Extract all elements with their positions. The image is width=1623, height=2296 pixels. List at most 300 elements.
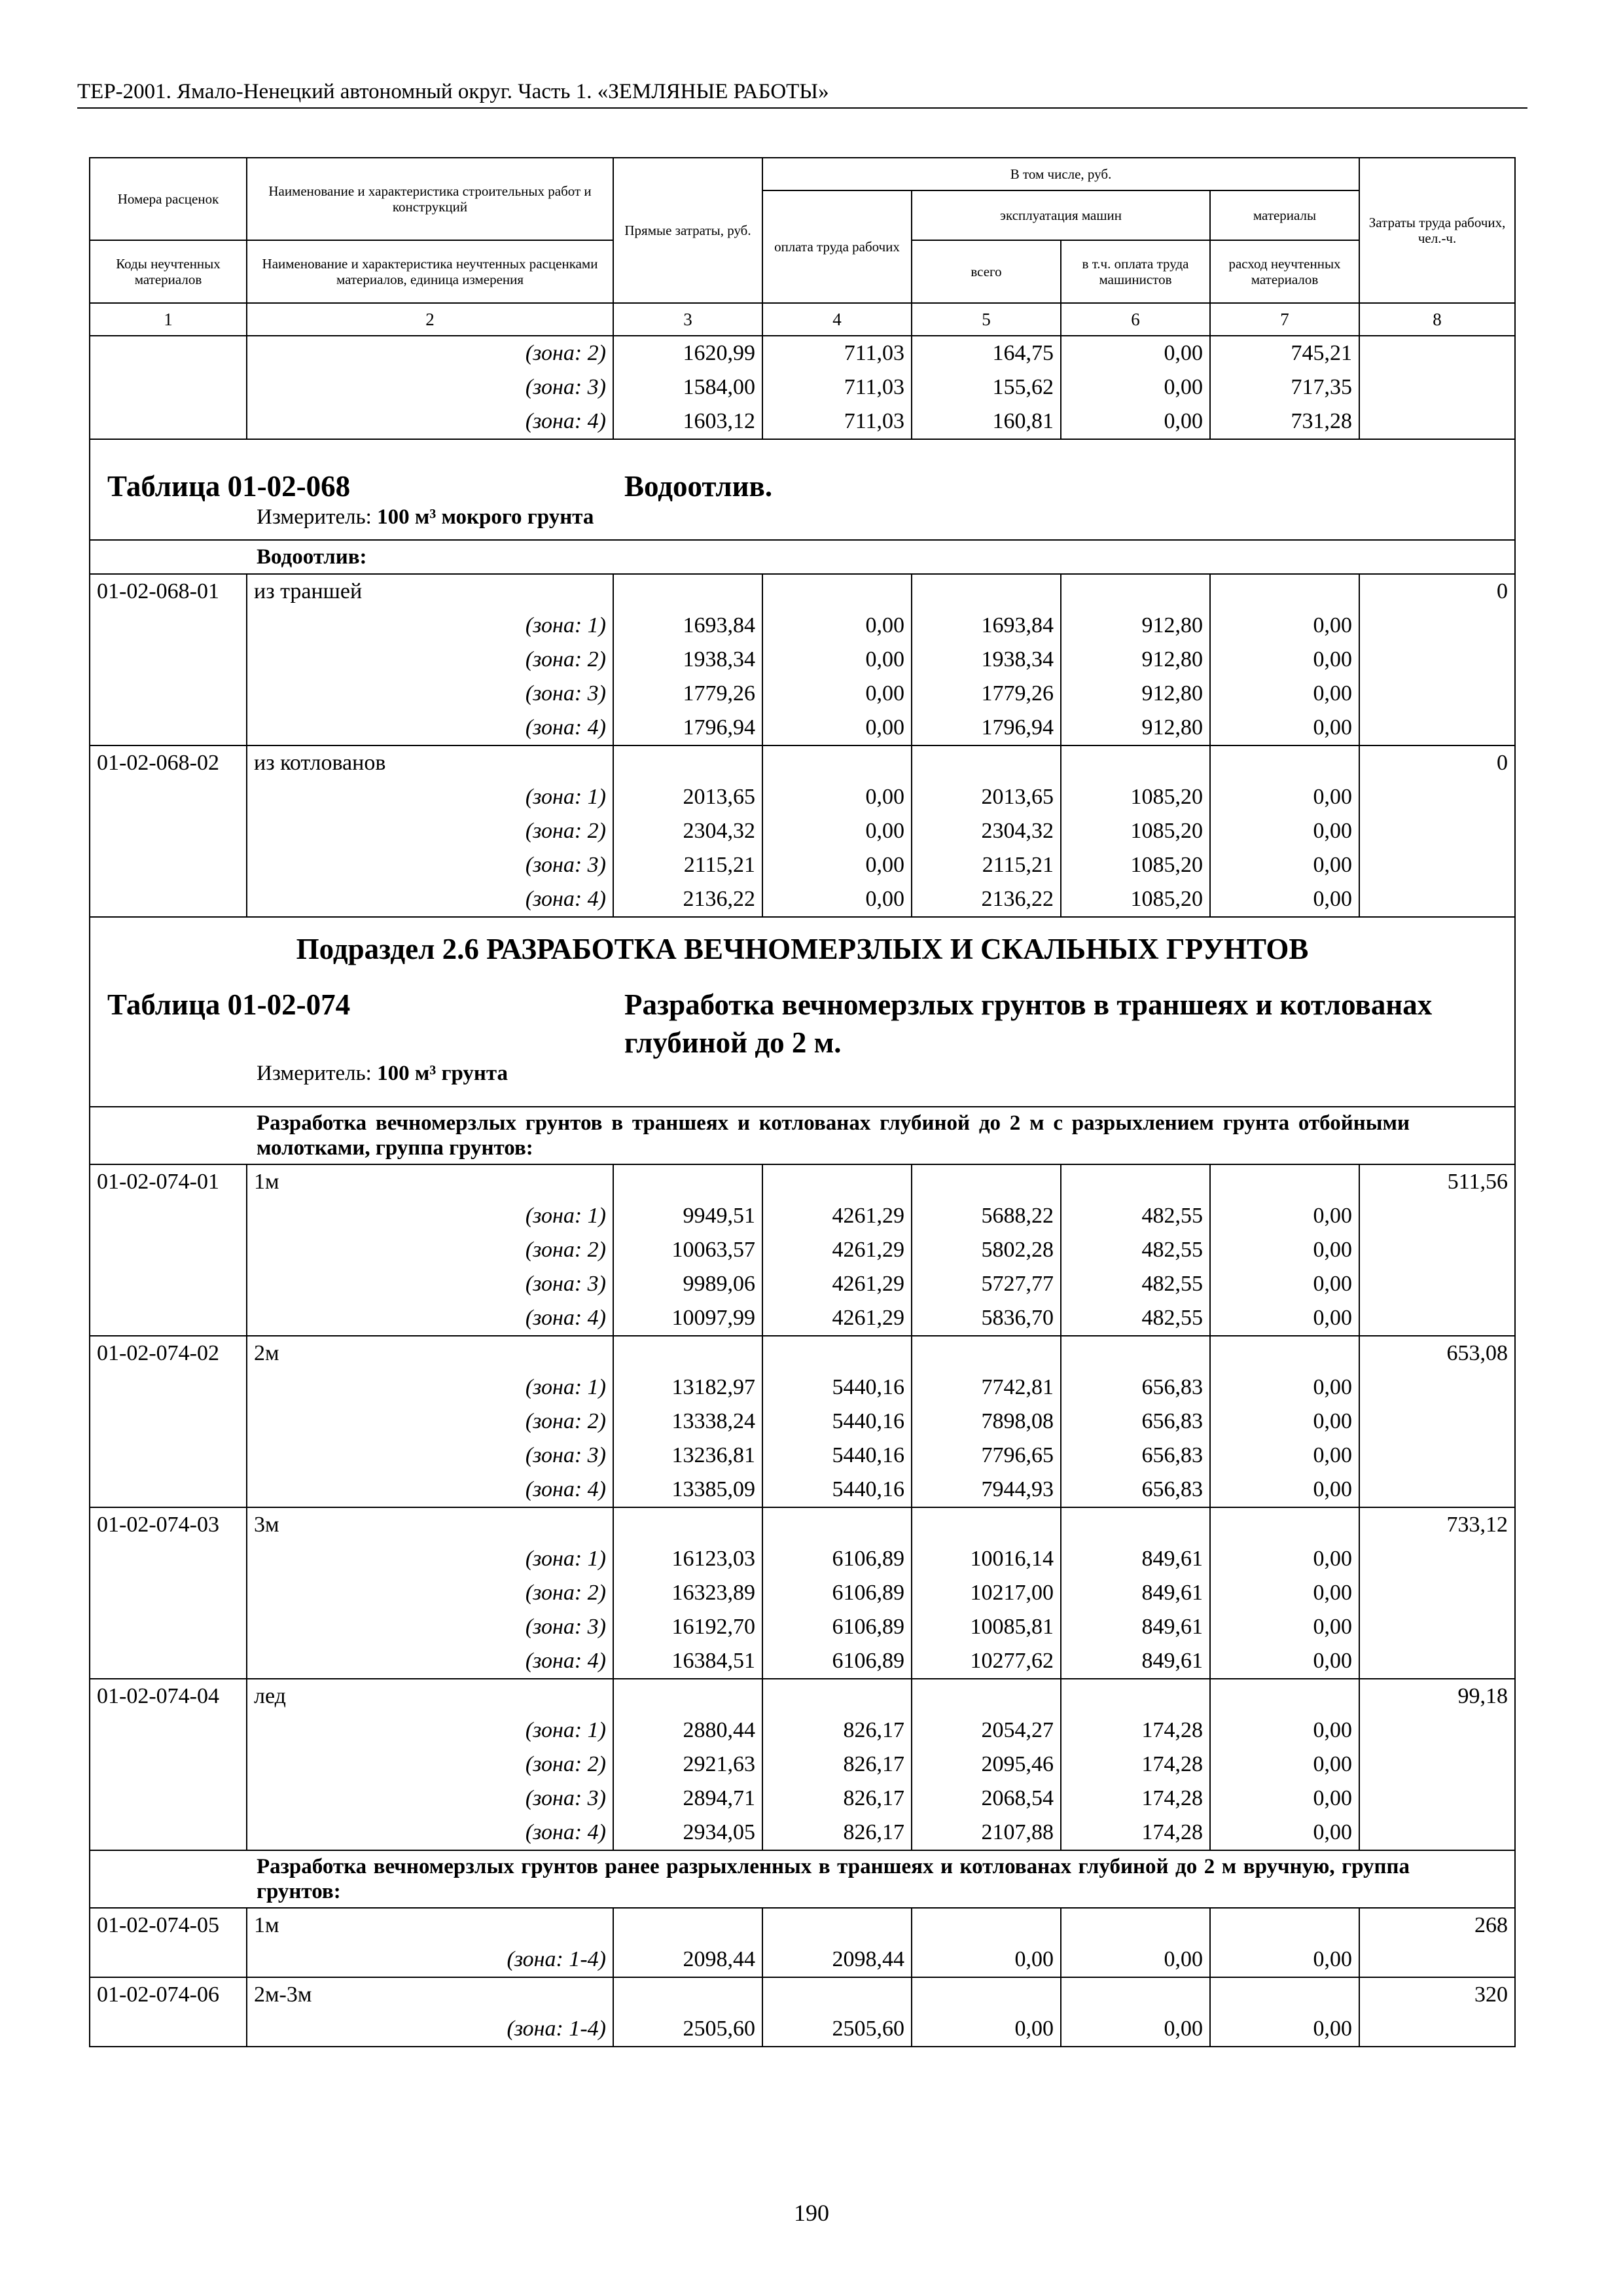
table-row bbox=[90, 1644, 1515, 1679]
table-row bbox=[90, 1439, 1515, 1473]
cell-value: 0,00 bbox=[1210, 1542, 1359, 1576]
cell-code bbox=[90, 2012, 247, 2047]
cell-zone: (зона: 1) bbox=[247, 780, 613, 814]
cell-value: 5440,16 bbox=[762, 1371, 912, 1405]
cell-value: 0,00 bbox=[1210, 814, 1359, 848]
cell-value bbox=[1210, 1908, 1359, 1943]
cell-value bbox=[613, 1507, 762, 1542]
cell-value bbox=[762, 745, 912, 780]
cell-value: 1085,20 bbox=[1061, 814, 1210, 848]
cell-value bbox=[1061, 1679, 1210, 1713]
cell-labor bbox=[1359, 609, 1515, 643]
cell-value: 5802,28 bbox=[912, 1233, 1061, 1267]
cell-code bbox=[90, 1713, 247, 1748]
cell-value: 711,03 bbox=[762, 404, 912, 439]
unit-value: 100 м³ мокрого грунта bbox=[377, 505, 594, 529]
cell-value bbox=[912, 1977, 1061, 2012]
cell-labor: 733,12 bbox=[1359, 1507, 1515, 1542]
cell-value: 10217,00 bbox=[912, 1576, 1061, 1610]
cell-value: 5440,16 bbox=[762, 1405, 912, 1439]
cell-labor bbox=[1359, 1267, 1515, 1301]
cell-name: 2м bbox=[247, 1336, 613, 1371]
cell-labor bbox=[1359, 1748, 1515, 1782]
cell-value: 1796,94 bbox=[613, 711, 762, 745]
col-num: 2 bbox=[247, 303, 613, 336]
cell-value: 0,00 bbox=[1210, 1610, 1359, 1644]
col-num: 4 bbox=[762, 303, 912, 336]
cell-value: 0,00 bbox=[1210, 1439, 1359, 1473]
cell-zone: (зона: 3) bbox=[247, 370, 613, 404]
cell-labor: 0 bbox=[1359, 745, 1515, 780]
cell-value: 0,00 bbox=[1210, 1644, 1359, 1679]
cell-value: 0,00 bbox=[1061, 2012, 1210, 2047]
cell-zone: (зона: 4) bbox=[247, 1644, 613, 1679]
col-operators: в т.ч. оплата труда машинистов bbox=[1061, 240, 1210, 303]
cell-value: 9989,06 bbox=[613, 1267, 762, 1301]
cell-value: 0,00 bbox=[1210, 609, 1359, 643]
table-row bbox=[90, 1713, 1515, 1748]
cell-labor: 653,08 bbox=[1359, 1336, 1515, 1371]
cell-code bbox=[90, 1748, 247, 1782]
cell-zone: (зона: 4) bbox=[247, 1473, 613, 1507]
table-row bbox=[90, 643, 1515, 677]
cell-value: 6106,89 bbox=[762, 1644, 912, 1679]
cell-value: 717,35 bbox=[1210, 370, 1359, 404]
table-row bbox=[90, 1610, 1515, 1644]
cell-value bbox=[613, 1164, 762, 1199]
cell-value: 2921,63 bbox=[613, 1748, 762, 1782]
cell-value bbox=[1061, 1977, 1210, 2012]
col-name-bottom: Наименование и характеристика неучтенных расценками материалов, единица измерения bbox=[247, 240, 613, 303]
table-row bbox=[90, 609, 1515, 643]
cell-value: 1938,34 bbox=[912, 643, 1061, 677]
cell-value: 482,55 bbox=[1061, 1199, 1210, 1233]
cell-zone: (зона: 3) bbox=[247, 1267, 613, 1301]
cell-value: 849,61 bbox=[1061, 1576, 1210, 1610]
cell-value: 0,00 bbox=[1210, 1576, 1359, 1610]
table-row bbox=[90, 1816, 1515, 1850]
cell-value bbox=[1210, 1164, 1359, 1199]
cell-value: 2136,22 bbox=[912, 882, 1061, 917]
cell-value bbox=[762, 1164, 912, 1199]
cell-zone: (зона: 4) bbox=[247, 711, 613, 745]
cell-code bbox=[90, 882, 247, 917]
cell-zone: (зона: 3) bbox=[247, 1610, 613, 1644]
cell-value: 7796,65 bbox=[912, 1439, 1061, 1473]
cell-value: 4261,29 bbox=[762, 1267, 912, 1301]
cell-value: 6106,89 bbox=[762, 1542, 912, 1576]
cell-value: 1938,34 bbox=[613, 643, 762, 677]
cell-labor bbox=[1359, 1405, 1515, 1439]
cell-code bbox=[90, 1371, 247, 1405]
cell-value: 0,00 bbox=[1210, 1371, 1359, 1405]
cell-zone: (зона: 3) bbox=[247, 848, 613, 882]
col-num: 8 bbox=[1359, 303, 1515, 336]
cell-value: 0,00 bbox=[1210, 882, 1359, 917]
cell-value bbox=[613, 1336, 762, 1371]
cell-value: 10277,62 bbox=[912, 1644, 1061, 1679]
group-heading: Разработка вечномерзлых грунтов в траншеях и котлованах глубиной до 2 м с разрыхлением грунта отбойными молотками, группа грунтов: bbox=[90, 1107, 1515, 1164]
cell-value: 5440,16 bbox=[762, 1439, 912, 1473]
cell-labor bbox=[1359, 2012, 1515, 2047]
col-num: 6 bbox=[1061, 303, 1210, 336]
cell-value: 1693,84 bbox=[912, 609, 1061, 643]
cell-value: 0,00 bbox=[1210, 711, 1359, 745]
unit-line bbox=[90, 505, 1514, 529]
cell-labor bbox=[1359, 370, 1515, 404]
cell-code bbox=[90, 1473, 247, 1507]
cell-value: 2136,22 bbox=[613, 882, 762, 917]
cell-value: 745,21 bbox=[1210, 336, 1359, 370]
cell-value: 174,28 bbox=[1061, 1748, 1210, 1782]
cell-zone: (зона: 3) bbox=[247, 677, 613, 711]
cell-value: 912,80 bbox=[1061, 711, 1210, 745]
cell-code bbox=[90, 336, 247, 370]
table-row bbox=[90, 1943, 1515, 1977]
cell-value: 7898,08 bbox=[912, 1405, 1061, 1439]
table-header-068 bbox=[90, 439, 1515, 540]
col-name-top: Наименование и характеристика строительных работ и конструкций bbox=[247, 158, 613, 240]
cell-code bbox=[90, 1233, 247, 1267]
cell-value: 13236,81 bbox=[613, 1439, 762, 1473]
cell-value: 0,00 bbox=[912, 1943, 1061, 1977]
table-row bbox=[90, 1473, 1515, 1507]
cell-zone: (зона: 3) bbox=[247, 1439, 613, 1473]
col-machines: эксплуатация машин bbox=[912, 190, 1210, 240]
cell-code bbox=[90, 814, 247, 848]
cell-labor bbox=[1359, 1371, 1515, 1405]
cell-value bbox=[1210, 1507, 1359, 1542]
cell-labor bbox=[1359, 1199, 1515, 1233]
cell-code: 01-02-068-01 bbox=[90, 574, 247, 609]
group-row bbox=[90, 540, 1515, 574]
cell-value: 5688,22 bbox=[912, 1199, 1061, 1233]
cell-value: 0,00 bbox=[1210, 1816, 1359, 1850]
table-row bbox=[90, 1371, 1515, 1405]
table-row bbox=[90, 1164, 1515, 1199]
cell-name: 1м bbox=[247, 1908, 613, 1943]
cell-value: 2068,54 bbox=[912, 1782, 1061, 1816]
cell-value: 0,00 bbox=[1210, 1748, 1359, 1782]
cell-value: 2095,46 bbox=[912, 1748, 1061, 1782]
cell-value: 0,00 bbox=[1210, 1405, 1359, 1439]
cell-value bbox=[613, 1908, 762, 1943]
table-title-068 bbox=[90, 467, 1514, 505]
col-num: 3 bbox=[613, 303, 762, 336]
cell-value bbox=[762, 574, 912, 609]
table-header-068-cell bbox=[90, 439, 1515, 540]
cell-value: 164,75 bbox=[912, 336, 1061, 370]
col-machines-total: всего bbox=[912, 240, 1061, 303]
cell-value: 2098,44 bbox=[762, 1943, 912, 1977]
cell-value bbox=[912, 1679, 1061, 1713]
cell-code bbox=[90, 848, 247, 882]
cell-value: 0,00 bbox=[1210, 1943, 1359, 1977]
cell-value: 0,00 bbox=[1210, 780, 1359, 814]
cell-value: 2894,71 bbox=[613, 1782, 762, 1816]
cell-code bbox=[90, 1199, 247, 1233]
group-row bbox=[90, 1107, 1515, 1164]
cell-value bbox=[762, 1908, 912, 1943]
col-in-total: В том числе, руб. bbox=[762, 158, 1359, 190]
cell-value bbox=[613, 1977, 762, 2012]
cell-value: 849,61 bbox=[1061, 1644, 1210, 1679]
group-heading: Водоотлив: bbox=[90, 540, 1515, 574]
cell-labor bbox=[1359, 848, 1515, 882]
cell-value: 656,83 bbox=[1061, 1439, 1210, 1473]
cell-value: 1603,12 bbox=[613, 404, 762, 439]
cell-value: 0,00 bbox=[762, 780, 912, 814]
cell-value: 160,81 bbox=[912, 404, 1061, 439]
cell-value: 2013,65 bbox=[613, 780, 762, 814]
cell-value: 826,17 bbox=[762, 1748, 912, 1782]
cell-value: 849,61 bbox=[1061, 1542, 1210, 1576]
cell-labor bbox=[1359, 1576, 1515, 1610]
cell-name: 1м bbox=[247, 1164, 613, 1199]
rates-table bbox=[89, 157, 1516, 2047]
cell-code bbox=[90, 1816, 247, 1850]
cell-labor: 511,56 bbox=[1359, 1164, 1515, 1199]
cell-value: 16123,03 bbox=[613, 1542, 762, 1576]
cell-value: 0,00 bbox=[1061, 336, 1210, 370]
cell-zone: (зона: 2) bbox=[247, 814, 613, 848]
cell-value: 16384,51 bbox=[613, 1644, 762, 1679]
cell-value: 482,55 bbox=[1061, 1267, 1210, 1301]
cell-value: 10085,81 bbox=[912, 1610, 1061, 1644]
cell-labor bbox=[1359, 336, 1515, 370]
cell-value: 0,00 bbox=[762, 814, 912, 848]
col-rate-no: Номера расценок bbox=[90, 158, 247, 240]
cell-value: 1620,99 bbox=[613, 336, 762, 370]
cell-value: 7944,93 bbox=[912, 1473, 1061, 1507]
cell-value: 2098,44 bbox=[613, 1943, 762, 1977]
cell-value bbox=[912, 1164, 1061, 1199]
cell-zone: (зона: 4) bbox=[247, 404, 613, 439]
cell-labor bbox=[1359, 882, 1515, 917]
cell-name: лед bbox=[247, 1679, 613, 1713]
cell-name: из котлованов bbox=[247, 745, 613, 780]
cell-value: 0,00 bbox=[1210, 1782, 1359, 1816]
cell-value: 656,83 bbox=[1061, 1473, 1210, 1507]
table-row bbox=[90, 745, 1515, 780]
cell-value: 849,61 bbox=[1061, 1610, 1210, 1644]
cell-value: 2115,21 bbox=[613, 848, 762, 882]
col-materials: материалы bbox=[1210, 190, 1359, 240]
cell-value: 9949,51 bbox=[613, 1199, 762, 1233]
cell-code bbox=[90, 404, 247, 439]
cell-value: 13385,09 bbox=[613, 1473, 762, 1507]
col-mat-use: расход неучтенных материалов bbox=[1210, 240, 1359, 303]
cell-value bbox=[762, 1977, 912, 2012]
table-row bbox=[90, 1267, 1515, 1301]
cell-zone: (зона: 1-4) bbox=[247, 2012, 613, 2047]
cell-labor bbox=[1359, 1301, 1515, 1336]
cell-code bbox=[90, 643, 247, 677]
cell-value: 2505,60 bbox=[762, 2012, 912, 2047]
cell-zone: (зона: 1) bbox=[247, 1199, 613, 1233]
cell-labor bbox=[1359, 1713, 1515, 1748]
cell-value bbox=[762, 1679, 912, 1713]
cell-value: 0,00 bbox=[1061, 370, 1210, 404]
cell-labor: 0 bbox=[1359, 574, 1515, 609]
cell-value: 5727,77 bbox=[912, 1267, 1061, 1301]
cell-value bbox=[1061, 1164, 1210, 1199]
cell-code: 01-02-074-05 bbox=[90, 1908, 247, 1943]
cell-zone: (зона: 1) bbox=[247, 609, 613, 643]
table-row bbox=[90, 1679, 1515, 1713]
cell-value: 2304,32 bbox=[613, 814, 762, 848]
cell-labor bbox=[1359, 404, 1515, 439]
cell-value: 1779,26 bbox=[613, 677, 762, 711]
table-label: Таблица 01-02-074 bbox=[107, 988, 351, 1021]
col-labor-cost: Затраты труда рабочих, чел.-ч. bbox=[1359, 158, 1515, 303]
cell-name: 2м-3м bbox=[247, 1977, 613, 2012]
cell-value bbox=[912, 1507, 1061, 1542]
cell-value: 0,00 bbox=[1061, 404, 1210, 439]
table-row bbox=[90, 677, 1515, 711]
cell-value: 711,03 bbox=[762, 336, 912, 370]
subsection-title: Подраздел 2.6 РАЗРАБОТКА ВЕЧНОМЕРЗЛЫХ И СКАЛЬНЫХ ГРУНТОВ bbox=[296, 933, 1309, 965]
cell-value: 0,00 bbox=[1210, 1473, 1359, 1507]
table-row bbox=[90, 574, 1515, 609]
cell-code: 01-02-074-02 bbox=[90, 1336, 247, 1371]
unit-prefix: Измеритель: bbox=[257, 505, 372, 529]
cell-code: 01-02-074-04 bbox=[90, 1679, 247, 1713]
table-row bbox=[90, 1405, 1515, 1439]
cell-value bbox=[1061, 574, 1210, 609]
table-row bbox=[90, 1908, 1515, 1943]
cell-value bbox=[613, 745, 762, 780]
cell-value: 0,00 bbox=[1210, 643, 1359, 677]
cell-value: 0,00 bbox=[912, 2012, 1061, 2047]
cell-value bbox=[613, 1679, 762, 1713]
cell-code bbox=[90, 370, 247, 404]
cell-value bbox=[1061, 1507, 1210, 1542]
cell-value: 2107,88 bbox=[912, 1816, 1061, 1850]
cell-value bbox=[762, 1507, 912, 1542]
cell-zone: (зона: 1) bbox=[247, 1713, 613, 1748]
cell-value: 0,00 bbox=[1061, 1943, 1210, 1977]
col-num: 1 bbox=[90, 303, 247, 336]
cell-code bbox=[90, 780, 247, 814]
table-row bbox=[90, 1336, 1515, 1371]
cell-zone: (зона: 4) bbox=[247, 882, 613, 917]
cell-code bbox=[90, 1405, 247, 1439]
table-row bbox=[90, 848, 1515, 882]
cell-labor bbox=[1359, 1439, 1515, 1473]
table-row bbox=[90, 1782, 1515, 1816]
cell-value: 0,00 bbox=[1210, 1713, 1359, 1748]
cell-value bbox=[912, 745, 1061, 780]
cell-value bbox=[613, 574, 762, 609]
cell-code bbox=[90, 1782, 247, 1816]
cell-zone: (зона: 1) bbox=[247, 1542, 613, 1576]
col-codes: Коды неучтенных материалов bbox=[90, 240, 247, 303]
cell-labor bbox=[1359, 1782, 1515, 1816]
cell-labor: 268 bbox=[1359, 1908, 1515, 1943]
cell-code: 01-02-068-02 bbox=[90, 745, 247, 780]
cell-code bbox=[90, 711, 247, 745]
cell-value bbox=[1210, 1336, 1359, 1371]
cell-value bbox=[1061, 745, 1210, 780]
cell-value: 174,28 bbox=[1061, 1816, 1210, 1850]
cell-value: 711,03 bbox=[762, 370, 912, 404]
cell-labor bbox=[1359, 1644, 1515, 1679]
cell-zone: (зона: 1-4) bbox=[247, 1943, 613, 1977]
table-row bbox=[90, 1542, 1515, 1576]
cell-zone: (зона: 2) bbox=[247, 1405, 613, 1439]
cell-value: 0,00 bbox=[1210, 848, 1359, 882]
cell-value bbox=[1210, 574, 1359, 609]
table-row bbox=[90, 780, 1515, 814]
cell-value: 0,00 bbox=[1210, 1199, 1359, 1233]
cell-value: 2054,27 bbox=[912, 1713, 1061, 1748]
cell-value: 0,00 bbox=[762, 643, 912, 677]
group-row bbox=[90, 1850, 1515, 1908]
cell-value: 6106,89 bbox=[762, 1610, 912, 1644]
unit-line bbox=[90, 1062, 1514, 1086]
cell-name: из траншей bbox=[247, 574, 613, 609]
cell-code bbox=[90, 1644, 247, 1679]
page-number: 190 bbox=[794, 2200, 829, 2226]
cell-value bbox=[1210, 1679, 1359, 1713]
table-row bbox=[90, 370, 1515, 404]
table-row bbox=[90, 1977, 1515, 2012]
cell-value: 2880,44 bbox=[613, 1713, 762, 1748]
cell-value: 0,00 bbox=[1210, 1233, 1359, 1267]
cell-labor: 320 bbox=[1359, 1977, 1515, 2012]
table-row bbox=[90, 1233, 1515, 1267]
cell-value: 1796,94 bbox=[912, 711, 1061, 745]
cell-value bbox=[1061, 1908, 1210, 1943]
cell-value: 2304,32 bbox=[912, 814, 1061, 848]
cell-value: 0,00 bbox=[1210, 1301, 1359, 1336]
cell-value: 2505,60 bbox=[613, 2012, 762, 2047]
cell-code bbox=[90, 1301, 247, 1336]
cell-value: 4261,29 bbox=[762, 1233, 912, 1267]
cell-name: 3м bbox=[247, 1507, 613, 1542]
cell-value: 1584,00 bbox=[613, 370, 762, 404]
cell-value: 13182,97 bbox=[613, 1371, 762, 1405]
table-row bbox=[90, 882, 1515, 917]
col-direct: Прямые затраты, руб. bbox=[613, 158, 762, 303]
cell-zone: (зона: 2) bbox=[247, 1233, 613, 1267]
cell-value: 656,83 bbox=[1061, 1371, 1210, 1405]
table-row bbox=[90, 336, 1515, 370]
cell-value: 7742,81 bbox=[912, 1371, 1061, 1405]
cell-code bbox=[90, 1267, 247, 1301]
cell-value: 0,00 bbox=[1210, 2012, 1359, 2047]
cell-labor bbox=[1359, 1473, 1515, 1507]
cell-value bbox=[1210, 1977, 1359, 2012]
cell-code bbox=[90, 1542, 247, 1576]
cell-value: 912,80 bbox=[1061, 609, 1210, 643]
cell-value: 1693,84 bbox=[613, 609, 762, 643]
cell-code bbox=[90, 609, 247, 643]
cell-value: 826,17 bbox=[762, 1782, 912, 1816]
cell-value: 16323,89 bbox=[613, 1576, 762, 1610]
cell-value: 0,00 bbox=[762, 848, 912, 882]
cell-value: 10097,99 bbox=[613, 1301, 762, 1336]
cell-value bbox=[912, 1336, 1061, 1371]
cell-value: 1085,20 bbox=[1061, 882, 1210, 917]
cell-labor bbox=[1359, 1816, 1515, 1850]
cell-value: 6106,89 bbox=[762, 1576, 912, 1610]
table-header-074 bbox=[90, 917, 1515, 1107]
cell-labor bbox=[1359, 1943, 1515, 1977]
cell-labor bbox=[1359, 780, 1515, 814]
cell-value: 656,83 bbox=[1061, 1405, 1210, 1439]
